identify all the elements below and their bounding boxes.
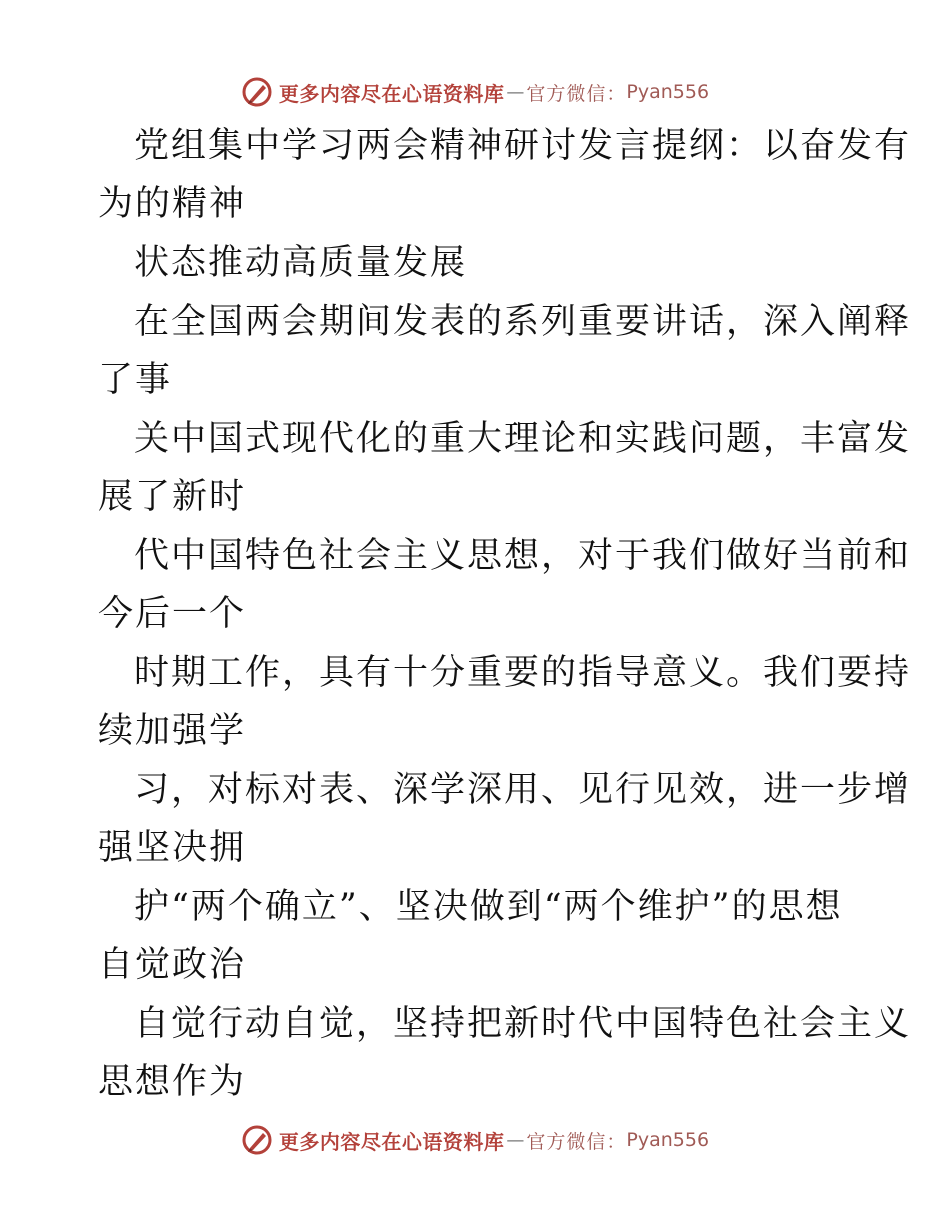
text-line: 续加强学	[98, 711, 247, 751]
promo-text: 更多内容尽在心语资料库	[278, 81, 505, 106]
wechat-handle: Pyan556	[626, 1129, 710, 1151]
banner-separator: —	[506, 81, 525, 103]
text-line: 展了新时	[98, 477, 247, 517]
text-line: 关中国式现代化的重大理论和实践问题，丰富发	[134, 419, 912, 459]
text-line: 自觉行动自觉，坚持把新时代中国特色社会主义	[134, 1004, 912, 1044]
quill-pen-logo-icon	[241, 1124, 273, 1156]
footer-banner	[0, 1120, 950, 1160]
text-line: 自觉政治	[98, 945, 247, 985]
text-line: 为的精神	[98, 184, 247, 224]
text-line: 代中国特色社会主义思想，对于我们做好当前和	[134, 536, 912, 576]
contact-label: 官方微信：	[526, 1130, 627, 1153]
contact-label: 官方微信：	[526, 82, 627, 105]
wechat-handle: Pyan556	[626, 81, 710, 103]
text-line: 时期工作，具有十分重要的指导意义。我们要持	[134, 653, 912, 693]
text-line: 习，对标对表、深学深用、见行见效，进一步增	[134, 770, 912, 810]
text-line: 今后一个	[98, 594, 247, 634]
text-line: 党组集中学习两会精神研讨发言提纲：以奋发有	[134, 126, 912, 166]
text-line: 护“两个确立”、坚决做到“两个维护”的思想	[134, 887, 843, 927]
banner-separator: —	[506, 1129, 525, 1151]
promo-text: 更多内容尽在心语资料库	[278, 1129, 505, 1154]
text-line: 思想作为	[98, 1062, 247, 1102]
text-line: 了事	[98, 360, 173, 400]
text-line: 状态推动高质量发展	[134, 243, 468, 283]
text-line: 在全国两会期间发表的系列重要讲话，深入阐释	[134, 302, 912, 342]
text-line: 强坚决拥	[98, 828, 247, 868]
